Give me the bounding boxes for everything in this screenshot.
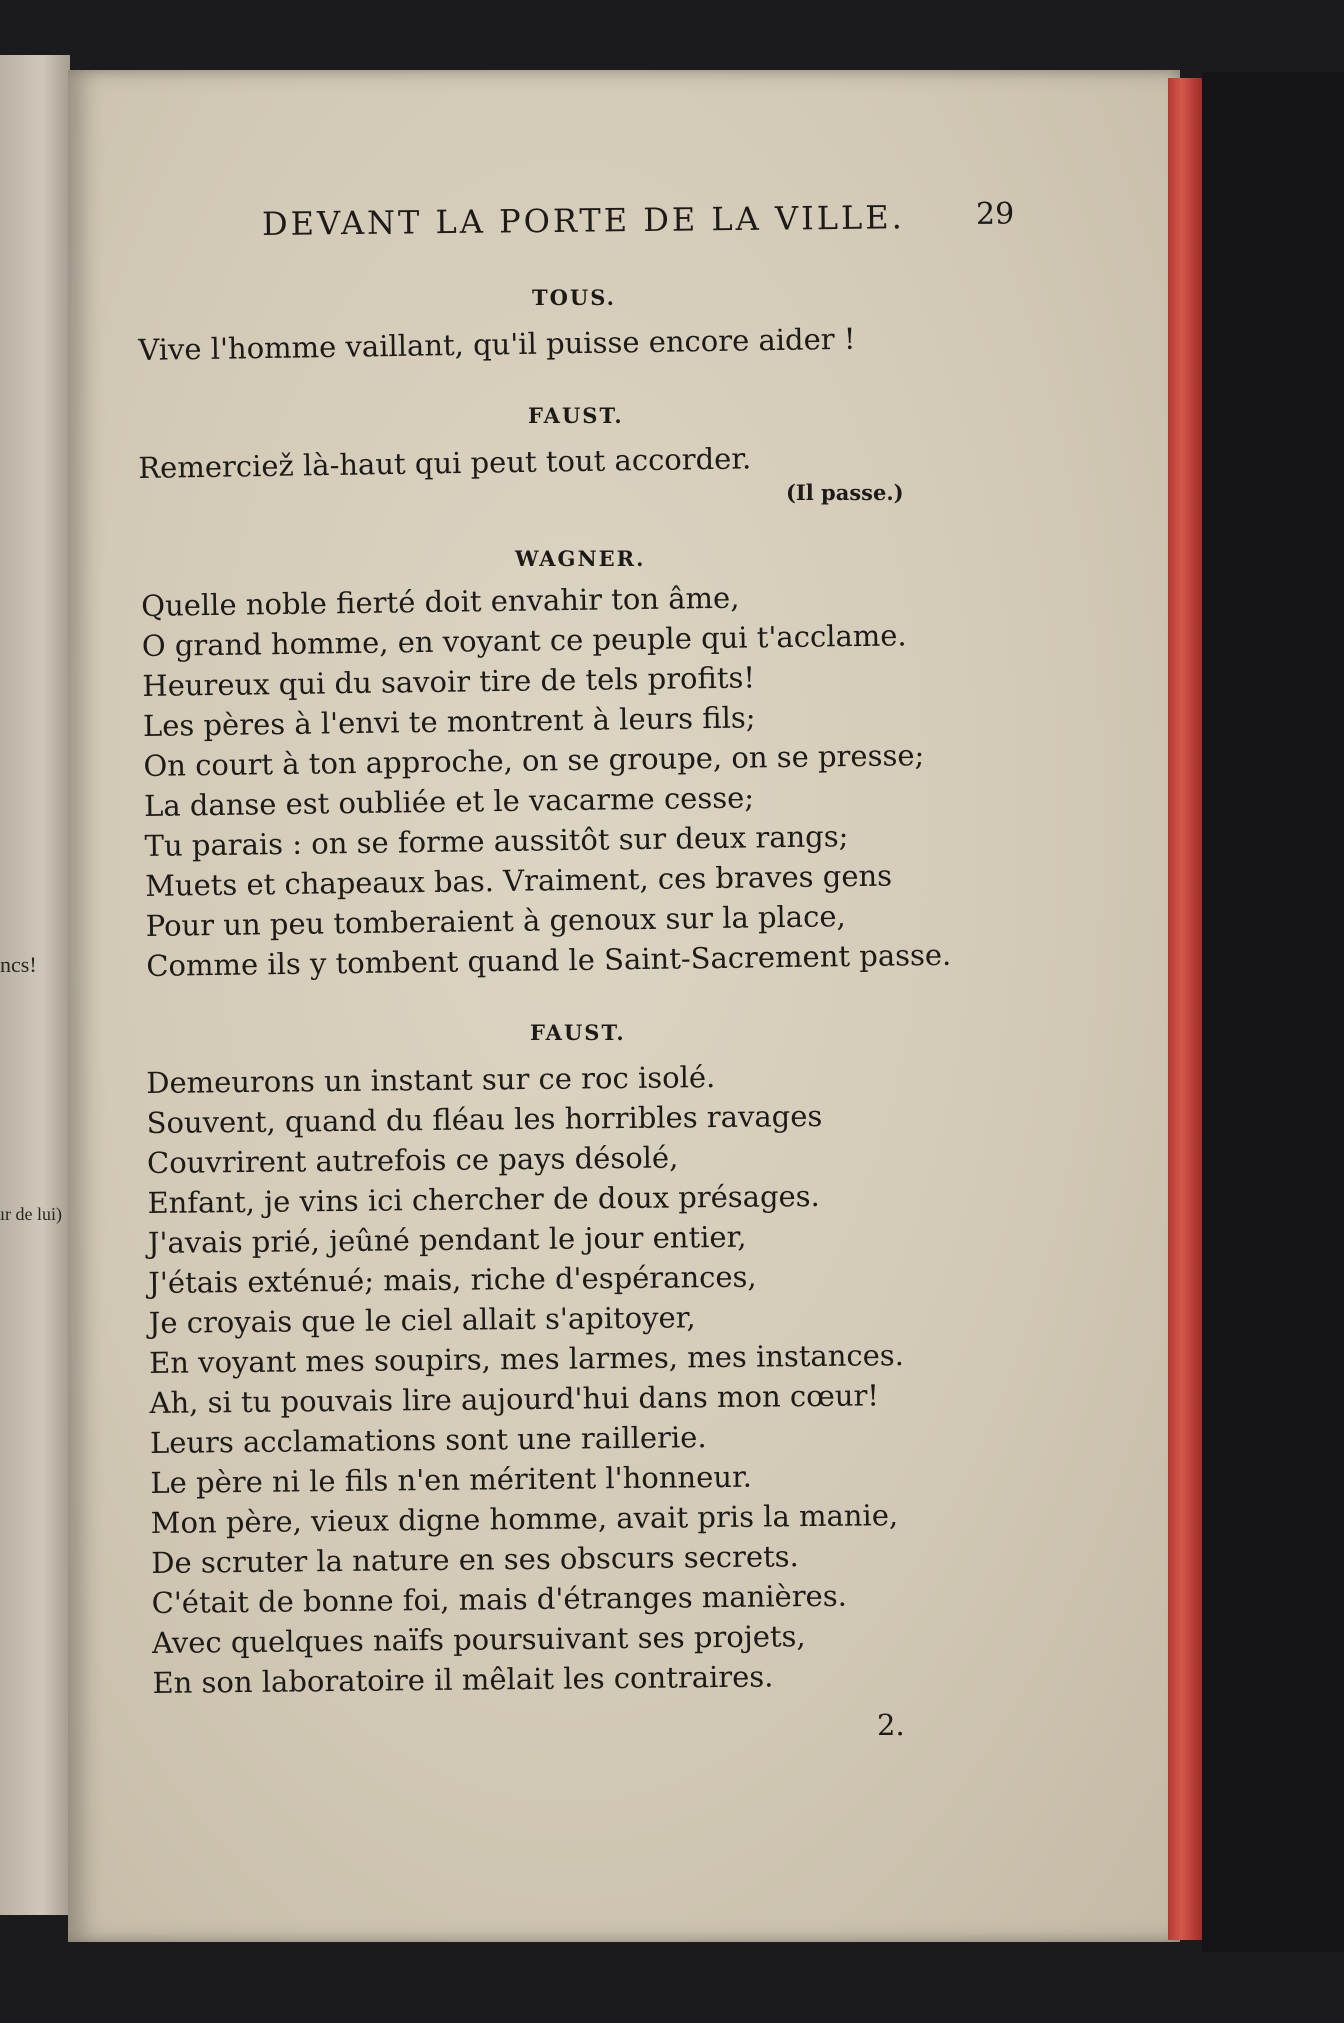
verse-line: Quelle noble fierté doit envahir ton âme,	[141, 580, 740, 623]
verse-line: Comme ils y tombent quand le Saint-Sacrement passe.	[146, 937, 952, 983]
verse-block	[141, 575, 952, 986]
verse-line: C'était de bonne foi, mais d'étranges manières.	[151, 1578, 848, 1620]
page-number: 29	[976, 197, 1015, 232]
running-head: DEVANT LA PORTE DE LA VILLE.	[261, 198, 905, 243]
verse-line: Vive l'homme vaillant, qu'il puisse encore aider !	[138, 321, 856, 367]
verse-line: J'avais prié, jeûné pendant le jour entier,	[147, 1219, 747, 1260]
verse-line: De scruter la nature en ses obscurs secrets.	[151, 1539, 799, 1580]
verse-line: Muets et chapeaux bas. Vraiment, ces braves gens	[144, 858, 893, 903]
margin-fragment: ır de lui)	[0, 1204, 62, 1224]
verse-line: O grand homme, en voyant ce peuple qui t'acclame.	[141, 618, 907, 663]
verse-line: En voyant mes soupirs, mes larmes, mes instances.	[148, 1338, 905, 1380]
verse-line: Tu parais : on se forme aussitôt sur deux rangs;	[144, 819, 849, 863]
verse-line: Souvent, quand du fléau les horribles ravages	[146, 1098, 823, 1140]
verse-line: Mon père, vieux digne homme, avait pris la manie,	[150, 1498, 899, 1540]
book-cover	[1202, 72, 1344, 1952]
left-page-edge	[0, 55, 70, 1915]
speaker-name: WAGNER.	[515, 546, 646, 571]
verse-line: Avec quelques naïfs poursuivant ses projets,	[151, 1619, 806, 1660]
verse-line: J'étais exténué; mais, riche d'espérances,	[148, 1259, 757, 1300]
verse-line: On court à ton approche, on se groupe, on se presse;	[143, 738, 925, 783]
verse-line: Remerciež là-haut qui peut tout accorder.	[138, 441, 752, 485]
verse-block	[146, 1055, 907, 1703]
margin-fragment: ncs!	[0, 952, 37, 977]
verse-line: Le père ni le fils n'en méritent l'honneur.	[150, 1459, 753, 1500]
verse-line: Ah, si tu pouvais lire aujourd'hui dans mon cœur!	[149, 1378, 880, 1420]
red-page-edge	[1168, 78, 1202, 1940]
verse-line: Enfant, je vins ici chercher de doux présages.	[147, 1178, 820, 1220]
verse-line: Couvrirent autrefois ce pays désolé,	[146, 1140, 679, 1180]
signature-mark: 2.	[877, 1708, 905, 1742]
speaker-name: FAUST.	[528, 403, 624, 428]
verse-line: Je croyais que le ciel allait s'apitoyer,	[148, 1300, 696, 1340]
verse-line: Demeurons un instant sur ce roc isolé.	[146, 1060, 716, 1100]
speaker-name: TOUS.	[532, 285, 616, 310]
speaker-name: FAUST.	[530, 1020, 626, 1045]
verse-line: Heureux qui du savoir tire de tels profits!	[142, 660, 756, 703]
verse-line: Pour un peu tomberaient à genoux sur la place,	[145, 899, 846, 943]
verse-line: Les pères à l'envi te montrent à leurs fils;	[142, 700, 756, 743]
stage-direction: (Il passe.)	[786, 480, 904, 505]
verse-line: En son laboratoire il mêlait les contraires.	[152, 1659, 774, 1700]
verse-line: Leurs acclamations sont une raillerie.	[149, 1420, 707, 1460]
verse-line: La danse est oubliée et le vacarme cesse;	[143, 780, 755, 823]
